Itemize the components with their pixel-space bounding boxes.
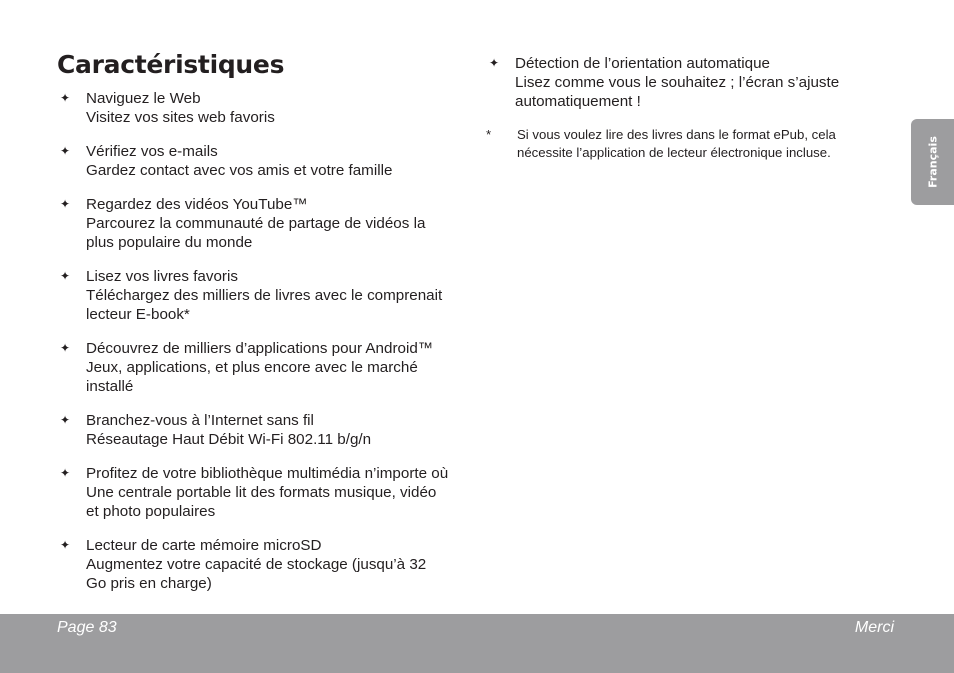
feature-description: lecteur E-book* [86, 306, 190, 323]
feature-item [57, 339, 477, 396]
feature-item [57, 142, 477, 180]
footer-right-text: Merci [854, 619, 894, 636]
feature-heading: Lisez vos livres favoris [86, 268, 238, 285]
feature-item [57, 411, 477, 449]
feature-description: Une centrale portable lit des formats musique, vidéo [86, 484, 437, 501]
footnote-text: Si vous voulez lire des livres dans le format ePub, cela [517, 127, 836, 142]
feature-heading: Découvrez de milliers d’applications pour Android™ [86, 340, 433, 357]
bullet-star-icon: ✦ [59, 341, 71, 355]
bullet-star-icon: ✦ [59, 144, 71, 158]
feature-item [57, 464, 477, 521]
bullet-star-icon: ✦ [59, 538, 71, 552]
feature-description: Lisez comme vous le souhaitez ; l’écran s’ajuste [515, 74, 840, 91]
language-tab-label: Français [926, 136, 939, 188]
bullet-star-icon: ✦ [59, 466, 71, 480]
feature-description: Réseautage Haut Débit Wi-Fi 802.11 b/g/n [86, 431, 372, 448]
feature-heading: Lecteur de carte mémoire microSD [86, 537, 322, 554]
feature-description: automatiquement ! [515, 93, 641, 110]
bullet-star-icon: ✦ [59, 91, 71, 105]
feature-description: et photo populaires [86, 503, 216, 520]
feature-heading: Détection de l’orientation automatique [515, 55, 770, 72]
feature-item [57, 536, 477, 593]
bullet-star-icon: ✦ [488, 56, 500, 70]
feature-description: Téléchargez des milliers de livres avec le comprenait [86, 287, 443, 304]
footnote-marker: * [486, 127, 492, 142]
feature-description: installé [86, 378, 134, 395]
page-footer [0, 614, 954, 673]
language-tab [911, 119, 954, 205]
feature-description: plus populaire du monde [86, 234, 253, 251]
feature-item [57, 195, 477, 252]
feature-heading: Naviguez le Web [86, 90, 201, 107]
feature-description: Visitez vos sites web favoris [86, 109, 275, 126]
feature-description: Go pris en charge) [86, 575, 212, 592]
feature-description: Augmentez votre capacité de stockage (jusqu’à 32 [86, 556, 427, 573]
page-title: Caractéristiques [57, 50, 285, 79]
feature-heading: Regardez des vidéos YouTube™ [86, 196, 308, 213]
feature-heading: Branchez-vous à l’Internet sans fil [86, 412, 314, 429]
feature-item [57, 89, 477, 127]
footnote-text: nécessite l’application de lecteur électronique incluse. [517, 145, 831, 160]
feature-heading: Profitez de votre bibliothèque multimédia n’importe où [86, 465, 449, 482]
bullet-star-icon: ✦ [59, 197, 71, 211]
feature-item [57, 267, 477, 324]
bullet-star-icon: ✦ [59, 269, 71, 283]
feature-heading: Vérifiez vos e-mails [86, 143, 218, 160]
feature-item [486, 54, 896, 111]
page-number: Page 83 [57, 619, 117, 636]
feature-description: Jeux, applications, et plus encore avec le marché [86, 359, 418, 376]
bullet-star-icon: ✦ [59, 413, 71, 427]
features-list-right [486, 54, 896, 162]
features-list-left [57, 89, 477, 608]
footnote [486, 126, 896, 162]
feature-description: Parcourez la communauté de partage de vidéos la [86, 215, 426, 232]
feature-description: Gardez contact avec vos amis et votre famille [86, 162, 393, 179]
